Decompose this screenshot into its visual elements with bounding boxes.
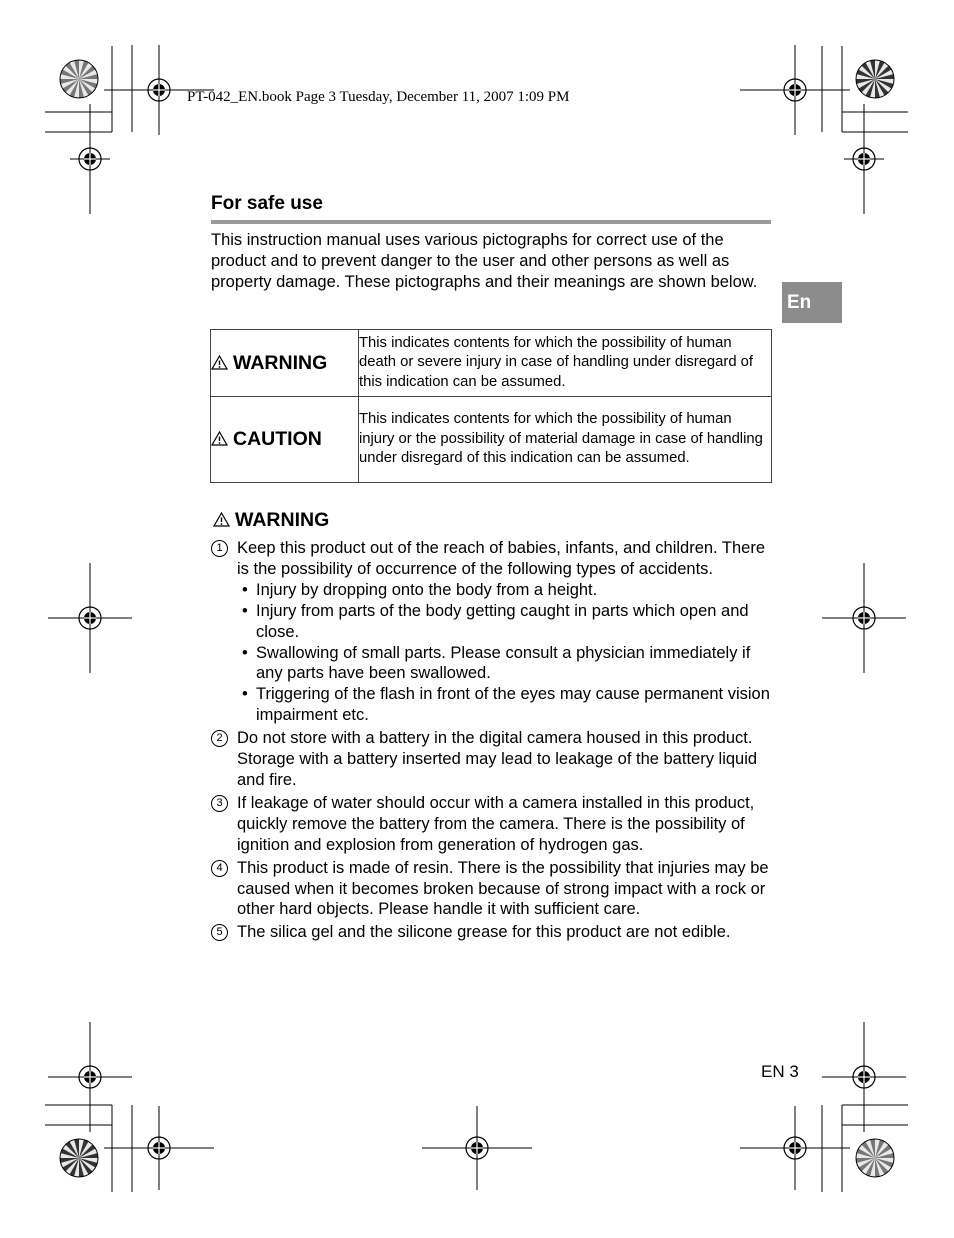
registration-mark-icon bbox=[104, 1106, 214, 1190]
section-title: For safe use bbox=[211, 193, 323, 214]
warning-triangle-icon bbox=[211, 431, 228, 446]
language-tab-label: En bbox=[787, 291, 812, 313]
color-wheel-icon bbox=[856, 1139, 894, 1177]
warning-item-text: This product is made of resin. There is the possibility that injuries may be caused when it becomes broken because of strong impact with a rock or other hard objects. Please handle it with sufficient care. bbox=[237, 858, 769, 919]
bullet-dot: • bbox=[242, 601, 248, 620]
legend-description-warning: This indicates contents for which the possibility of human death or severe injury in case of handling under disregard of this indication can be assumed. bbox=[359, 330, 772, 397]
registration-mark-icon bbox=[48, 1022, 132, 1132]
warning-item-5 bbox=[210, 922, 776, 943]
bullet-item bbox=[237, 580, 776, 601]
bullet-text: Triggering of the flash in front of the eyes may cause permanent vision impairment etc. bbox=[256, 685, 770, 725]
bullet-text: Injury by dropping onto the body from a height. bbox=[256, 580, 598, 599]
legend-label-warning: WARNING bbox=[233, 351, 328, 374]
color-wheel-icon bbox=[60, 60, 98, 98]
legend-row-warning bbox=[211, 330, 772, 397]
registration-mark-icon bbox=[740, 1106, 850, 1190]
bullet-dot: • bbox=[242, 685, 248, 704]
warning-triangle-icon bbox=[213, 512, 230, 527]
bullet-item bbox=[237, 601, 776, 643]
warning-item-4 bbox=[210, 858, 776, 921]
legend-label-cell bbox=[211, 330, 359, 397]
bullet-item bbox=[237, 643, 776, 685]
warning-heading-label: WARNING bbox=[235, 509, 330, 531]
warning-item-3 bbox=[210, 793, 776, 856]
circled-number: 3 bbox=[211, 795, 228, 812]
bullet-text: Injury from parts of the body getting caught in parts which open and close. bbox=[256, 601, 749, 641]
registration-mark-icon bbox=[822, 1022, 906, 1132]
legend-label-caution: CAUTION bbox=[233, 428, 322, 450]
warning-item-text: The silica gel and the silicone grease for this product are not edible. bbox=[237, 923, 731, 942]
title-rule bbox=[211, 220, 771, 224]
registration-mark-icon bbox=[422, 1106, 532, 1190]
registration-mark-icon bbox=[822, 563, 906, 673]
circled-number: 5 bbox=[211, 924, 228, 941]
registration-mark-icon bbox=[844, 104, 884, 214]
circled-number: 4 bbox=[211, 860, 228, 877]
bullet-dot: • bbox=[242, 643, 248, 662]
pictograph-legend-table bbox=[210, 329, 772, 483]
legend-row-caution bbox=[211, 397, 772, 483]
bullet-dot: • bbox=[242, 580, 248, 599]
warning-item-text: If leakage of water should occur with a camera installed in this product, quickly remove the battery from the camera. There is the possibility of ignition and explosion from generation of hydrogen gas. bbox=[237, 793, 755, 854]
bullet-item bbox=[237, 684, 776, 726]
warning-item-2 bbox=[210, 728, 776, 791]
page-number: EN 3 bbox=[761, 1062, 799, 1081]
warning-triangle-icon bbox=[211, 355, 228, 370]
warning-item-1 bbox=[210, 538, 776, 726]
warning-item-text: Do not store with a battery in the digital camera housed in this product. Storage with a battery inserted may lead to leakage of the battery liquid and fire. bbox=[237, 729, 758, 789]
bullet-text: Swallowing of small parts. Please consult a physician immediately if any parts have been swallowed. bbox=[256, 643, 751, 683]
language-tab bbox=[782, 282, 842, 323]
circled-number: 2 bbox=[211, 730, 228, 747]
warning-list bbox=[210, 538, 776, 945]
color-wheel-icon bbox=[60, 1139, 98, 1177]
registration-mark-icon bbox=[48, 563, 132, 673]
legend-label-cell bbox=[211, 397, 359, 483]
registration-mark-icon bbox=[70, 104, 110, 214]
registration-mark-icon bbox=[740, 45, 850, 135]
legend-description-caution: This indicates contents for which the possibility of human injury or the possibility of material damage in case of handling under disregard of this indication can be assumed. bbox=[359, 397, 772, 483]
warning-item-text: Keep this product out of the reach of babies, infants, and children. There is the possibility of occurrence of the following types of accidents. bbox=[237, 539, 766, 578]
intro-paragraph: This instruction manual uses various pictographs for correct use of the product and to prevent danger to the user and other persons as well as property damage. These pictographs and their meanings are shown below. bbox=[211, 231, 758, 291]
circled-number: 1 bbox=[211, 540, 228, 557]
warning-heading bbox=[213, 509, 329, 532]
book-header-line: PT-042_EN.book Page 3 Tuesday, December 11, 2007 1:09 PM bbox=[187, 89, 570, 105]
color-wheel-icon bbox=[856, 60, 894, 98]
